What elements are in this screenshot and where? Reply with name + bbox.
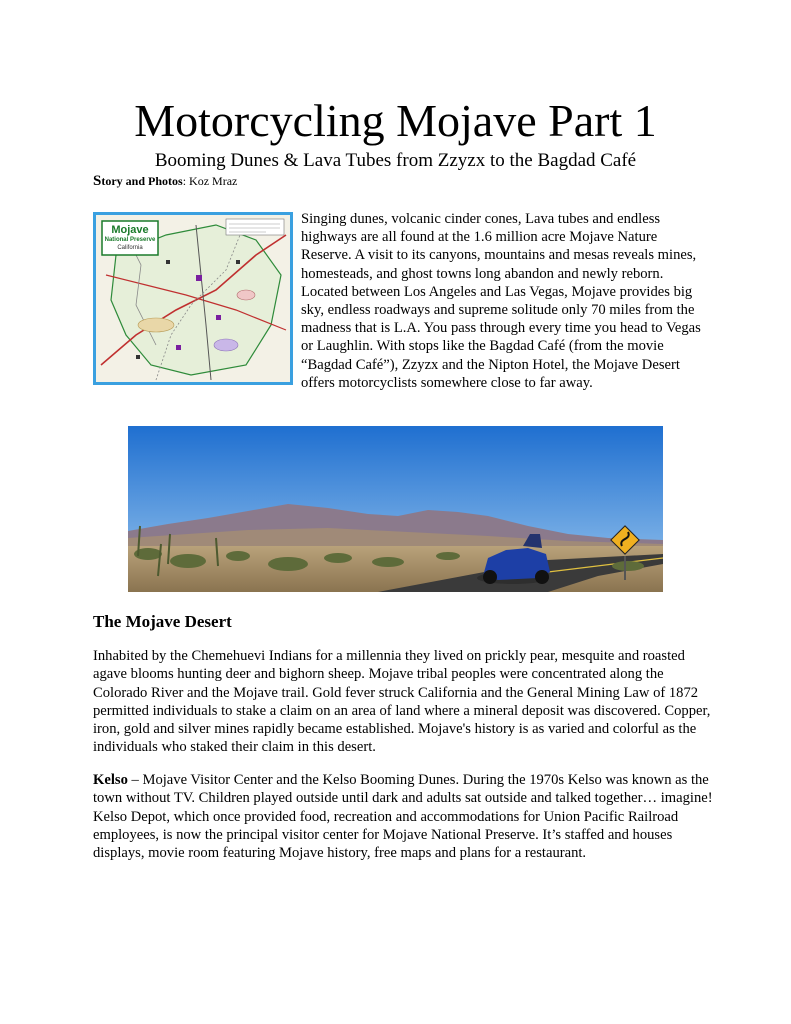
photo-drawing [128, 426, 663, 592]
intro-paragraph: Singing dunes, volcanic cinder cones, Lava tubes and endless highways are all found at the 1.6 million acre Mojave Nature Reserve. A visit to its canyons, mountains and mesas reveals mines, homesteads, and ghost towns long abandon and newly reborn. Located between Los Angeles and Las Vegas, Mojave provides big sky, endless roadways and supreme solitude only 70 miles from the madness that is L.A. You pass through every time you head to Vegas or Laughlin. With stops like the Bagdad Café (from the movie “Bagdad Café”), Zzyzx and the Nipton Hotel, the Mojave Desert offers motorcyclists somewhere close to far away. [301, 211, 701, 391]
map-title-line1: Mojave [111, 224, 149, 236]
byline-label: tory and Photos [101, 174, 183, 188]
byline [93, 173, 237, 189]
map-title-line3: California [117, 245, 143, 251]
byline-author: Koz Mraz [189, 174, 238, 188]
map-legend-title [103, 224, 157, 252]
mojave-preserve-map [93, 212, 293, 385]
paragraph-lead-kelso: Kelso [93, 772, 128, 788]
article-title: Motorcycling Mojave Part 1 [134, 95, 657, 146]
section-heading: The Mojave Desert [93, 612, 232, 631]
article-subtitle: Booming Dunes & Lava Tubes from Zzyzx to the Bagdad Café [154, 150, 637, 171]
byline-initial: S [93, 173, 102, 189]
body-paragraph-history: Inhabited by the Chemehuevi Indians for a millennia they lived on prickly pear, mesquite and roasted agave blooms hunting deer and bighorn sheep. Mojave tribal peoples were concentrated along the Colorado River and the Mojave trail. Gold fever struck California and the General Mining Law of 1872 permitted individuals to stake a claim on an area of land where a mineral deposit was discovered. Copper, iron, gold and silver mines rapidly became established. Mojave's history is as varied and colorful as the individuals who staked their claim in this desert. [93, 648, 711, 756]
intro-block [93, 210, 703, 392]
paragraph-kelso-text: – Mojave Visitor Center and the Kelso Booming Dunes. During the 1970s Kelso was known as the town without TV. Children played outside until dark and adults sat outside and talked together… imagine! Kelso Depot, which once provided food, recreation and accommodations for Union Pacific Railroad employees, is now the principal visitor center for Mojave National Preserve. It’s staffed and houses displays, movie room featuring Mojave history, free maps and plans for a restaurant. [93, 772, 713, 862]
byline-separator: : [182, 174, 190, 188]
body-paragraph-kelso [93, 771, 713, 862]
map-title-line2: National Preserve [104, 237, 156, 243]
desert-motorcycle-photo [128, 426, 663, 592]
